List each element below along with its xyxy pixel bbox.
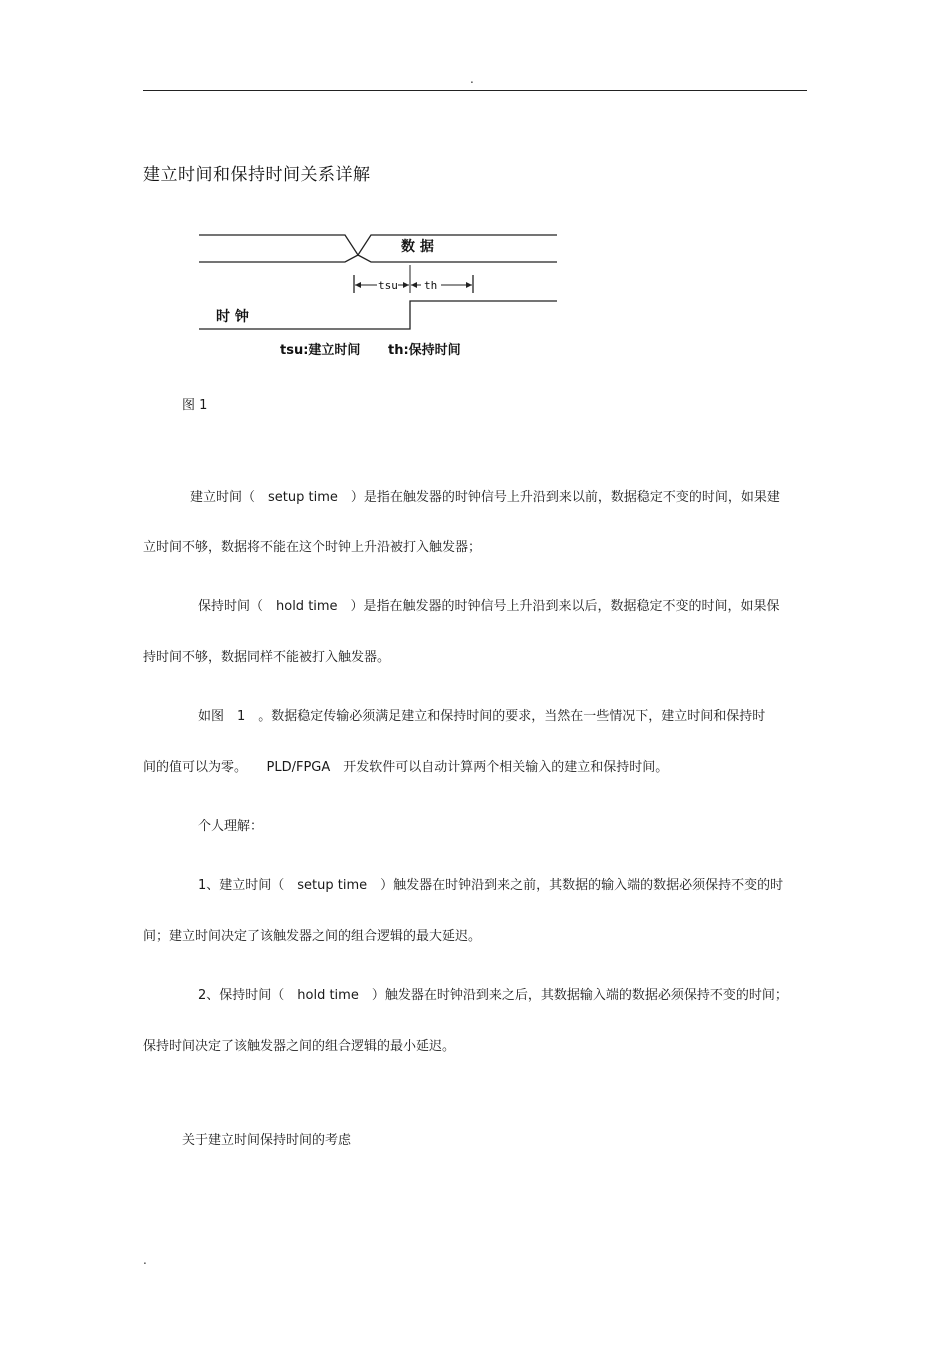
list-item-2-line2: 保持时间决定了该触发器之间的组合逻辑的最小延迟。 [143, 1039, 456, 1054]
paragraph-hold-line1: 保持时间（ hold time ）是指在触发器的时钟信号上升沿到来以后，数据稳定不变的时间，如果保 [198, 599, 780, 614]
paragraph-hold-line2: 持时间不够，数据同样不能被打入触发器。 [143, 650, 391, 665]
paragraph-setup-line1: 建立时间（ setup time ）是指在触发器的时钟信号上升沿到来以前，数据稳定不变的时间，如果建 [190, 490, 780, 505]
paragraph-figure-ref-line2: 间的值可以为零。 PLD/FPGA 开发软件可以自动计算两个相关输入的建立和保持时间。 [143, 760, 669, 775]
header-rule [143, 90, 807, 91]
clock-label: 时 钟 [216, 309, 249, 325]
clock-signal [199, 301, 557, 329]
tsu-label: tsu [378, 279, 398, 292]
arrow-head [355, 282, 361, 288]
section-heading-considerations: 关于建立时间保持时间的考虑 [182, 1133, 352, 1148]
header-marker: . [470, 72, 474, 86]
th-label: th [424, 279, 438, 292]
timing-diagram [195, 225, 565, 365]
data-signal-upper [199, 235, 557, 255]
list-item-2-line1: 2、保持时间（ hold time ）触发器在时钟沿到来之后，其数据输入端的数据必须保持不变的时间； [198, 988, 788, 1003]
footer-marker: . [143, 1253, 147, 1267]
paragraph-personal-understanding: 个人理解： [198, 819, 264, 834]
arrow-head [411, 282, 417, 288]
arrow-head [403, 282, 409, 288]
legend-tsu: tsu:建立时间 [280, 343, 361, 358]
arrow-head [466, 282, 472, 288]
data-signal-lower [199, 255, 557, 262]
legend-th: th:保持时间 [388, 343, 461, 358]
document-title: 建立时间和保持时间关系详解 [143, 165, 371, 185]
paragraph-figure-ref-line1: 如图 1 。数据稳定传输必须满足建立和保持时间的要求，当然在一些情况下，建立时间和保持时 [198, 709, 766, 724]
list-item-1-line2: 间；建立时间决定了该触发器之间的组合逻辑的最大延迟。 [143, 929, 482, 944]
paragraph-setup-line2: 立时间不够，数据将不能在这个时钟上升沿被打入触发器； [143, 540, 482, 555]
figure-caption: 图 1 [182, 398, 208, 413]
data-label: 数 据 [401, 239, 434, 255]
list-item-1-line1: 1、建立时间（ setup time ）触发器在时钟沿到来之前，其数据的输入端的数据必须保持不变的时 [198, 878, 784, 893]
